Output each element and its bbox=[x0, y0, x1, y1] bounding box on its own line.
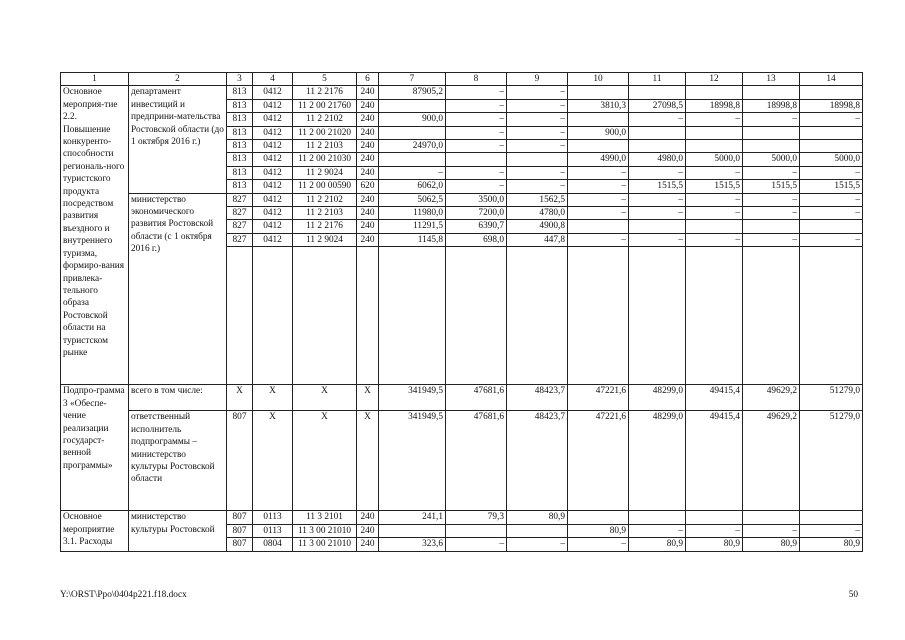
total-cell: 11291,5 bbox=[379, 220, 446, 233]
year-7-cell: 51279,0 bbox=[800, 411, 863, 511]
target-code-cell: 11 2 2102 bbox=[293, 113, 357, 126]
header-cell: 12 bbox=[686, 73, 743, 86]
header-cell: 1 bbox=[61, 73, 129, 86]
section-code-cell: 0412 bbox=[253, 193, 293, 206]
year-1-cell: – bbox=[446, 113, 507, 126]
target-code-cell: 11 3 00 21010 bbox=[293, 524, 357, 537]
year-6-cell bbox=[743, 126, 800, 139]
table-row bbox=[61, 411, 863, 511]
year-2-cell bbox=[507, 153, 568, 166]
year-4-cell: 48299,0 bbox=[629, 411, 686, 511]
year-2-cell: 447,8 bbox=[507, 233, 568, 246]
target-code-cell: 11 3 2101 bbox=[293, 511, 357, 524]
year-5-cell bbox=[686, 140, 743, 153]
expense-type-cell: 240 bbox=[357, 99, 379, 112]
year-3-cell: 4990,0 bbox=[568, 153, 629, 166]
year-2-cell: 48423,7 bbox=[507, 411, 568, 511]
empty-cell bbox=[379, 247, 446, 385]
year-5-cell: – bbox=[686, 207, 743, 220]
table-row bbox=[61, 511, 863, 524]
year-4-cell: – bbox=[629, 113, 686, 126]
empty-cell bbox=[253, 247, 293, 385]
year-1-cell: – bbox=[446, 166, 507, 179]
total-cell: 11980,0 bbox=[379, 207, 446, 220]
year-5-cell bbox=[686, 86, 743, 99]
year-3-cell bbox=[568, 113, 629, 126]
year-5-cell: – bbox=[686, 193, 743, 206]
gr-code-cell: 827 bbox=[227, 193, 253, 206]
section-code-cell: 0113 bbox=[253, 511, 293, 524]
year-7-cell: – bbox=[800, 233, 863, 246]
year-2-cell: 80,9 bbox=[507, 511, 568, 524]
total-cell: 900,0 bbox=[379, 113, 446, 126]
year-7-cell: – bbox=[800, 207, 863, 220]
expense-type-cell: 620 bbox=[357, 180, 379, 193]
year-5-cell: 49415,4 bbox=[686, 385, 743, 411]
target-code-cell: 11 2 2103 bbox=[293, 140, 357, 153]
target-code-cell: 11 2 9024 bbox=[293, 233, 357, 246]
year-5-cell: 5000,0 bbox=[686, 153, 743, 166]
year-6-cell: – bbox=[743, 113, 800, 126]
subprogram-description: Подпро-грамма 3 «Обеспе-чение реализации государст-венной программы» bbox=[61, 385, 129, 511]
year-5-cell: 1515,5 bbox=[686, 180, 743, 193]
year-2-cell: – bbox=[507, 126, 568, 139]
gr-code-cell: 807 bbox=[227, 411, 253, 511]
year-3-cell: – bbox=[568, 180, 629, 193]
executor-ministry-economy: министерство экономического развития Ростовской области (с 1 октября 2016 г.) bbox=[129, 193, 227, 385]
year-5-cell: 18998,8 bbox=[686, 99, 743, 112]
year-7-cell bbox=[800, 511, 863, 524]
expense-type-cell: 240 bbox=[357, 86, 379, 99]
year-6-cell bbox=[743, 86, 800, 99]
year-1-cell: 6390,7 bbox=[446, 220, 507, 233]
block-activity-3-1 bbox=[61, 511, 863, 551]
year-7-cell bbox=[800, 220, 863, 233]
section-code-cell: X bbox=[253, 411, 293, 511]
empty-cell bbox=[686, 247, 743, 385]
header-cell: 7 bbox=[379, 73, 446, 86]
gr-code-cell: X bbox=[227, 385, 253, 411]
header-cell: 4 bbox=[253, 73, 293, 86]
header-cell: 5 bbox=[293, 73, 357, 86]
expense-type-cell: 240 bbox=[357, 511, 379, 524]
gr-code-cell: 813 bbox=[227, 140, 253, 153]
year-5-cell: – bbox=[686, 113, 743, 126]
section-code-cell: 0412 bbox=[253, 233, 293, 246]
table-row bbox=[61, 86, 863, 99]
year-6-cell bbox=[743, 220, 800, 233]
target-code-cell: X bbox=[293, 385, 357, 411]
year-2-cell: – bbox=[507, 86, 568, 99]
total-cell: – bbox=[379, 166, 446, 179]
year-1-cell: – bbox=[446, 140, 507, 153]
year-7-cell: – bbox=[800, 524, 863, 537]
year-4-cell bbox=[629, 140, 686, 153]
target-code-cell: 11 2 2103 bbox=[293, 207, 357, 220]
year-3-cell: 900,0 bbox=[568, 126, 629, 139]
footer-page-number: 50 bbox=[848, 590, 858, 600]
year-5-cell bbox=[686, 126, 743, 139]
section-code-cell: 0412 bbox=[253, 207, 293, 220]
year-1-cell: 47681,6 bbox=[446, 385, 507, 411]
total-cell: 5062,5 bbox=[379, 193, 446, 206]
year-3-cell: 47221,6 bbox=[568, 411, 629, 511]
year-4-cell: – bbox=[629, 524, 686, 537]
year-1-cell: – bbox=[446, 99, 507, 112]
section-code-cell: 0412 bbox=[253, 140, 293, 153]
gr-code-cell: 813 bbox=[227, 86, 253, 99]
activity-description: Основное мероприятие 3.1. Расходы bbox=[61, 511, 129, 551]
year-6-cell: 49629,2 bbox=[743, 411, 800, 511]
year-6-cell: – bbox=[743, 233, 800, 246]
header-cell: 3 bbox=[227, 73, 253, 86]
total-cell: 1145,8 bbox=[379, 233, 446, 246]
section-code-cell: 0412 bbox=[253, 180, 293, 193]
year-2-cell: – bbox=[507, 99, 568, 112]
section-code-cell: X bbox=[253, 385, 293, 411]
target-code-cell: 11 2 00 21760 bbox=[293, 99, 357, 112]
year-3-cell: 80,9 bbox=[568, 524, 629, 537]
year-4-cell bbox=[629, 126, 686, 139]
empty-cell bbox=[357, 247, 379, 385]
empty-cell bbox=[446, 247, 507, 385]
section-code-cell: 0412 bbox=[253, 126, 293, 139]
year-1-cell: 7200,0 bbox=[446, 207, 507, 220]
expense-type-cell: X bbox=[357, 385, 379, 411]
year-7-cell bbox=[800, 140, 863, 153]
year-3-cell bbox=[568, 220, 629, 233]
year-3-cell: – bbox=[568, 166, 629, 179]
year-2-cell: – bbox=[507, 538, 568, 551]
expense-type-cell: 240 bbox=[357, 524, 379, 537]
empty-cell bbox=[507, 247, 568, 385]
target-code-cell: 11 2 2176 bbox=[293, 220, 357, 233]
year-4-cell bbox=[629, 511, 686, 524]
year-4-cell: – bbox=[629, 207, 686, 220]
total-label: всего в том числе: bbox=[129, 385, 227, 411]
expense-type-cell: 240 bbox=[357, 538, 379, 551]
year-7-cell: 80,9 bbox=[800, 538, 863, 551]
year-4-cell bbox=[629, 86, 686, 99]
year-5-cell bbox=[686, 511, 743, 524]
year-1-cell: 3500,0 bbox=[446, 193, 507, 206]
target-code-cell: 11 3 00 21010 bbox=[293, 538, 357, 551]
target-code-cell: 11 2 9024 bbox=[293, 166, 357, 179]
year-3-cell: – bbox=[568, 233, 629, 246]
header-row bbox=[61, 73, 863, 86]
year-3-cell: – bbox=[568, 538, 629, 551]
total-cell: 87905,2 bbox=[379, 86, 446, 99]
year-1-cell: – bbox=[446, 538, 507, 551]
year-3-cell bbox=[568, 511, 629, 524]
expense-type-cell: 240 bbox=[357, 126, 379, 139]
gr-code-cell: 813 bbox=[227, 153, 253, 166]
empty-cell bbox=[568, 247, 629, 385]
year-7-cell: 5000,0 bbox=[800, 153, 863, 166]
expense-type-cell: 240 bbox=[357, 153, 379, 166]
gr-code-cell: 813 bbox=[227, 99, 253, 112]
total-cell: 323,6 bbox=[379, 538, 446, 551]
total-cell: 24970,0 bbox=[379, 140, 446, 153]
empty-cell bbox=[227, 247, 253, 385]
year-6-cell: 49629,2 bbox=[743, 385, 800, 411]
gr-code-cell: 813 bbox=[227, 180, 253, 193]
expense-type-cell: 240 bbox=[357, 113, 379, 126]
year-1-cell: 698,0 bbox=[446, 233, 507, 246]
year-3-cell bbox=[568, 140, 629, 153]
header-cell: 13 bbox=[743, 73, 800, 86]
section-code-cell: 0412 bbox=[253, 113, 293, 126]
year-7-cell bbox=[800, 86, 863, 99]
total-cell: 341949,5 bbox=[379, 385, 446, 411]
block-subprogram-3 bbox=[61, 385, 863, 511]
target-code-cell: 11 2 00 21020 bbox=[293, 126, 357, 139]
expense-type-cell: 240 bbox=[357, 207, 379, 220]
year-2-cell: 4780,0 bbox=[507, 207, 568, 220]
year-6-cell: – bbox=[743, 207, 800, 220]
year-7-cell: 51279,0 bbox=[800, 385, 863, 411]
year-4-cell: 27098,5 bbox=[629, 99, 686, 112]
empty-cell bbox=[800, 247, 863, 385]
year-5-cell: 49415,4 bbox=[686, 411, 743, 511]
activity-description: Основное мероприя-тие 2.2. Повышение конкуренто-способности региональ-ного туристского продукта посредством развития въездного и внутреннего туризма, формиро-вания привлека-тельного образа Ростовской области на туристском рынке bbox=[61, 86, 129, 385]
year-4-cell: – bbox=[629, 193, 686, 206]
year-2-cell: – bbox=[507, 180, 568, 193]
year-6-cell bbox=[743, 511, 800, 524]
year-7-cell: – bbox=[800, 193, 863, 206]
year-4-cell: 1515,5 bbox=[629, 180, 686, 193]
year-3-cell: – bbox=[568, 207, 629, 220]
year-4-cell: 80,9 bbox=[629, 538, 686, 551]
total-cell: 6062,0 bbox=[379, 180, 446, 193]
year-4-cell: 48299,0 bbox=[629, 385, 686, 411]
year-2-cell bbox=[507, 524, 568, 537]
table-row bbox=[61, 385, 863, 411]
year-5-cell: – bbox=[686, 233, 743, 246]
year-7-cell: – bbox=[800, 113, 863, 126]
total-cell bbox=[379, 126, 446, 139]
expense-type-cell: X bbox=[357, 411, 379, 511]
section-code-cell: 0412 bbox=[253, 153, 293, 166]
section-code-cell: 0412 bbox=[253, 99, 293, 112]
year-6-cell: – bbox=[743, 524, 800, 537]
gr-code-cell: 807 bbox=[227, 538, 253, 551]
year-1-cell: – bbox=[446, 180, 507, 193]
year-4-cell bbox=[629, 220, 686, 233]
section-code-cell: 0412 bbox=[253, 166, 293, 179]
header-cell: 14 bbox=[800, 73, 863, 86]
target-code-cell: 11 2 00 21030 bbox=[293, 153, 357, 166]
gr-code-cell: 827 bbox=[227, 220, 253, 233]
expense-type-cell: 240 bbox=[357, 166, 379, 179]
year-1-cell bbox=[446, 524, 507, 537]
table-row bbox=[61, 193, 863, 206]
year-6-cell: 18998,8 bbox=[743, 99, 800, 112]
year-6-cell: 80,9 bbox=[743, 538, 800, 551]
section-code-cell: 0412 bbox=[253, 86, 293, 99]
year-4-cell: – bbox=[629, 166, 686, 179]
gr-code-cell: 807 bbox=[227, 511, 253, 524]
year-1-cell bbox=[446, 153, 507, 166]
header-cell: 11 bbox=[629, 73, 686, 86]
section-code-cell: 0412 bbox=[253, 220, 293, 233]
empty-cell bbox=[629, 247, 686, 385]
header-cell: 8 bbox=[446, 73, 507, 86]
header-cell: 6 bbox=[357, 73, 379, 86]
year-1-cell: 79,3 bbox=[446, 511, 507, 524]
header-cell: 2 bbox=[129, 73, 227, 86]
gr-code-cell: 827 bbox=[227, 207, 253, 220]
year-2-cell: 1562,5 bbox=[507, 193, 568, 206]
footer-filename: Y:\ORST\Ppo\0404p221.f18.docx bbox=[60, 590, 187, 600]
year-4-cell: 4980,0 bbox=[629, 153, 686, 166]
gr-code-cell: 813 bbox=[227, 126, 253, 139]
year-2-cell: – bbox=[507, 166, 568, 179]
year-5-cell: 80,9 bbox=[686, 538, 743, 551]
year-7-cell: 1515,5 bbox=[800, 180, 863, 193]
year-2-cell: – bbox=[507, 140, 568, 153]
responsible-executor-label: ответственный исполнитель подпрограммы – министерство культуры Ростовской области bbox=[129, 411, 227, 511]
year-6-cell: 1515,5 bbox=[743, 180, 800, 193]
executor-dept-investments: департамент инвестиций и предприни-мательства Ростовской области (до 1 октября 2016 г.) bbox=[129, 86, 227, 193]
year-5-cell bbox=[686, 220, 743, 233]
year-6-cell: – bbox=[743, 193, 800, 206]
empty-cell bbox=[293, 247, 357, 385]
year-4-cell: – bbox=[629, 233, 686, 246]
section-code-cell: 0113 bbox=[253, 524, 293, 537]
expense-type-cell: 240 bbox=[357, 233, 379, 246]
total-cell: 341949,5 bbox=[379, 411, 446, 511]
target-code-cell: X bbox=[293, 411, 357, 511]
year-6-cell: 5000,0 bbox=[743, 153, 800, 166]
gr-code-cell: 813 bbox=[227, 113, 253, 126]
year-1-cell: 47681,6 bbox=[446, 411, 507, 511]
year-2-cell: 48423,7 bbox=[507, 385, 568, 411]
year-1-cell: – bbox=[446, 86, 507, 99]
expense-type-cell: 240 bbox=[357, 140, 379, 153]
year-7-cell bbox=[800, 126, 863, 139]
year-7-cell: 18998,8 bbox=[800, 99, 863, 112]
year-7-cell: – bbox=[800, 166, 863, 179]
header-cell: 9 bbox=[507, 73, 568, 86]
year-3-cell: – bbox=[568, 193, 629, 206]
gr-code-cell: 813 bbox=[227, 166, 253, 179]
expense-type-cell: 240 bbox=[357, 220, 379, 233]
year-2-cell: 4900,8 bbox=[507, 220, 568, 233]
year-6-cell bbox=[743, 140, 800, 153]
target-code-cell: 11 2 2176 bbox=[293, 86, 357, 99]
year-1-cell: – bbox=[446, 126, 507, 139]
target-code-cell: 11 2 00 00590 bbox=[293, 180, 357, 193]
target-code-cell: 11 2 2102 bbox=[293, 193, 357, 206]
total-cell bbox=[379, 99, 446, 112]
year-2-cell: – bbox=[507, 113, 568, 126]
year-6-cell: – bbox=[743, 166, 800, 179]
budget-table bbox=[60, 72, 863, 552]
header-cell: 10 bbox=[568, 73, 629, 86]
year-5-cell: – bbox=[686, 524, 743, 537]
total-cell bbox=[379, 153, 446, 166]
total-cell: 241,1 bbox=[379, 511, 446, 524]
empty-cell bbox=[743, 247, 800, 385]
expense-type-cell: 240 bbox=[357, 193, 379, 206]
block-activity-2-2 bbox=[61, 86, 863, 385]
total-cell bbox=[379, 524, 446, 537]
year-5-cell: – bbox=[686, 166, 743, 179]
year-3-cell: 47221,6 bbox=[568, 385, 629, 411]
year-3-cell bbox=[568, 86, 629, 99]
gr-code-cell: 807 bbox=[227, 524, 253, 537]
year-3-cell: 3810,3 bbox=[568, 99, 629, 112]
executor-ministry-culture: министерство культуры Ростовской bbox=[129, 511, 227, 551]
gr-code-cell: 827 bbox=[227, 233, 253, 246]
section-code-cell: 0804 bbox=[253, 538, 293, 551]
